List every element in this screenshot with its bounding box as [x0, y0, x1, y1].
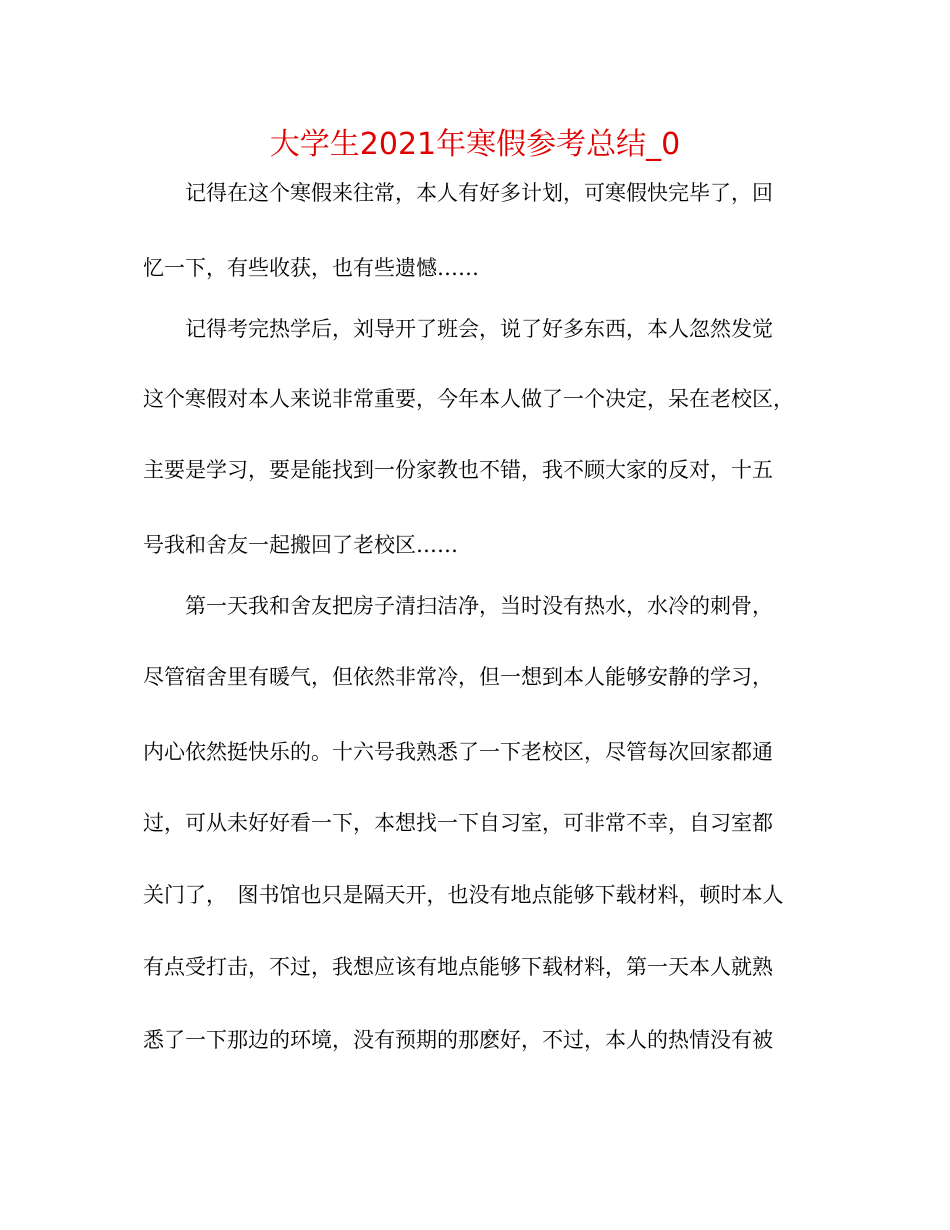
body-line: 内心依然挺快乐的。十六号我熟悉了一下老校区，尽管每次回家都通: [143, 740, 773, 764]
body-line: 记得在这个寒假来往常，本人有好多计划，可寒假快完毕了，回: [143, 181, 773, 205]
body-line: 有点受打击，不过，我想应该有地点能够下载材料，第一天本人就熟: [143, 955, 773, 979]
body-line: 第一天我和舍友把房子清扫洁净，当时没有热水，水冷的刺骨，: [143, 594, 773, 618]
body-line: 主要是学习，要是能找到一份家教也不错，我不顾大家的反对，十五: [143, 458, 773, 482]
body-line: 关门了， 图书馆也只是隔天开，也没有地点能够下载材料，顿时本人: [143, 883, 784, 907]
body-line: 过，可从未好好看一下，本想找一下自习室，可非常不幸，自习室都: [143, 811, 773, 835]
body-line: 忆一下，有些收获，也有些遗憾……: [143, 256, 479, 280]
document-title: 大学生2021年寒假参考总结_0: [269, 127, 681, 162]
body-line: 这个寒假对本人来说非常重要，今年本人做了一个决定，呆在老校区，: [143, 387, 794, 411]
body-line: 尽管宿舍里有暖气，但依然非常冷，但一想到本人能够安静的学习，: [143, 665, 773, 689]
body-line: 记得考完热学后，刘导开了班会，说了好多东西，本人忽然发觉: [143, 317, 773, 341]
body-line: 悉了一下那边的环境，没有预期的那麽好，不过，本人的热情没有被: [143, 1028, 773, 1052]
body-line: 号我和舍友一起搬回了老校区……: [143, 533, 458, 557]
